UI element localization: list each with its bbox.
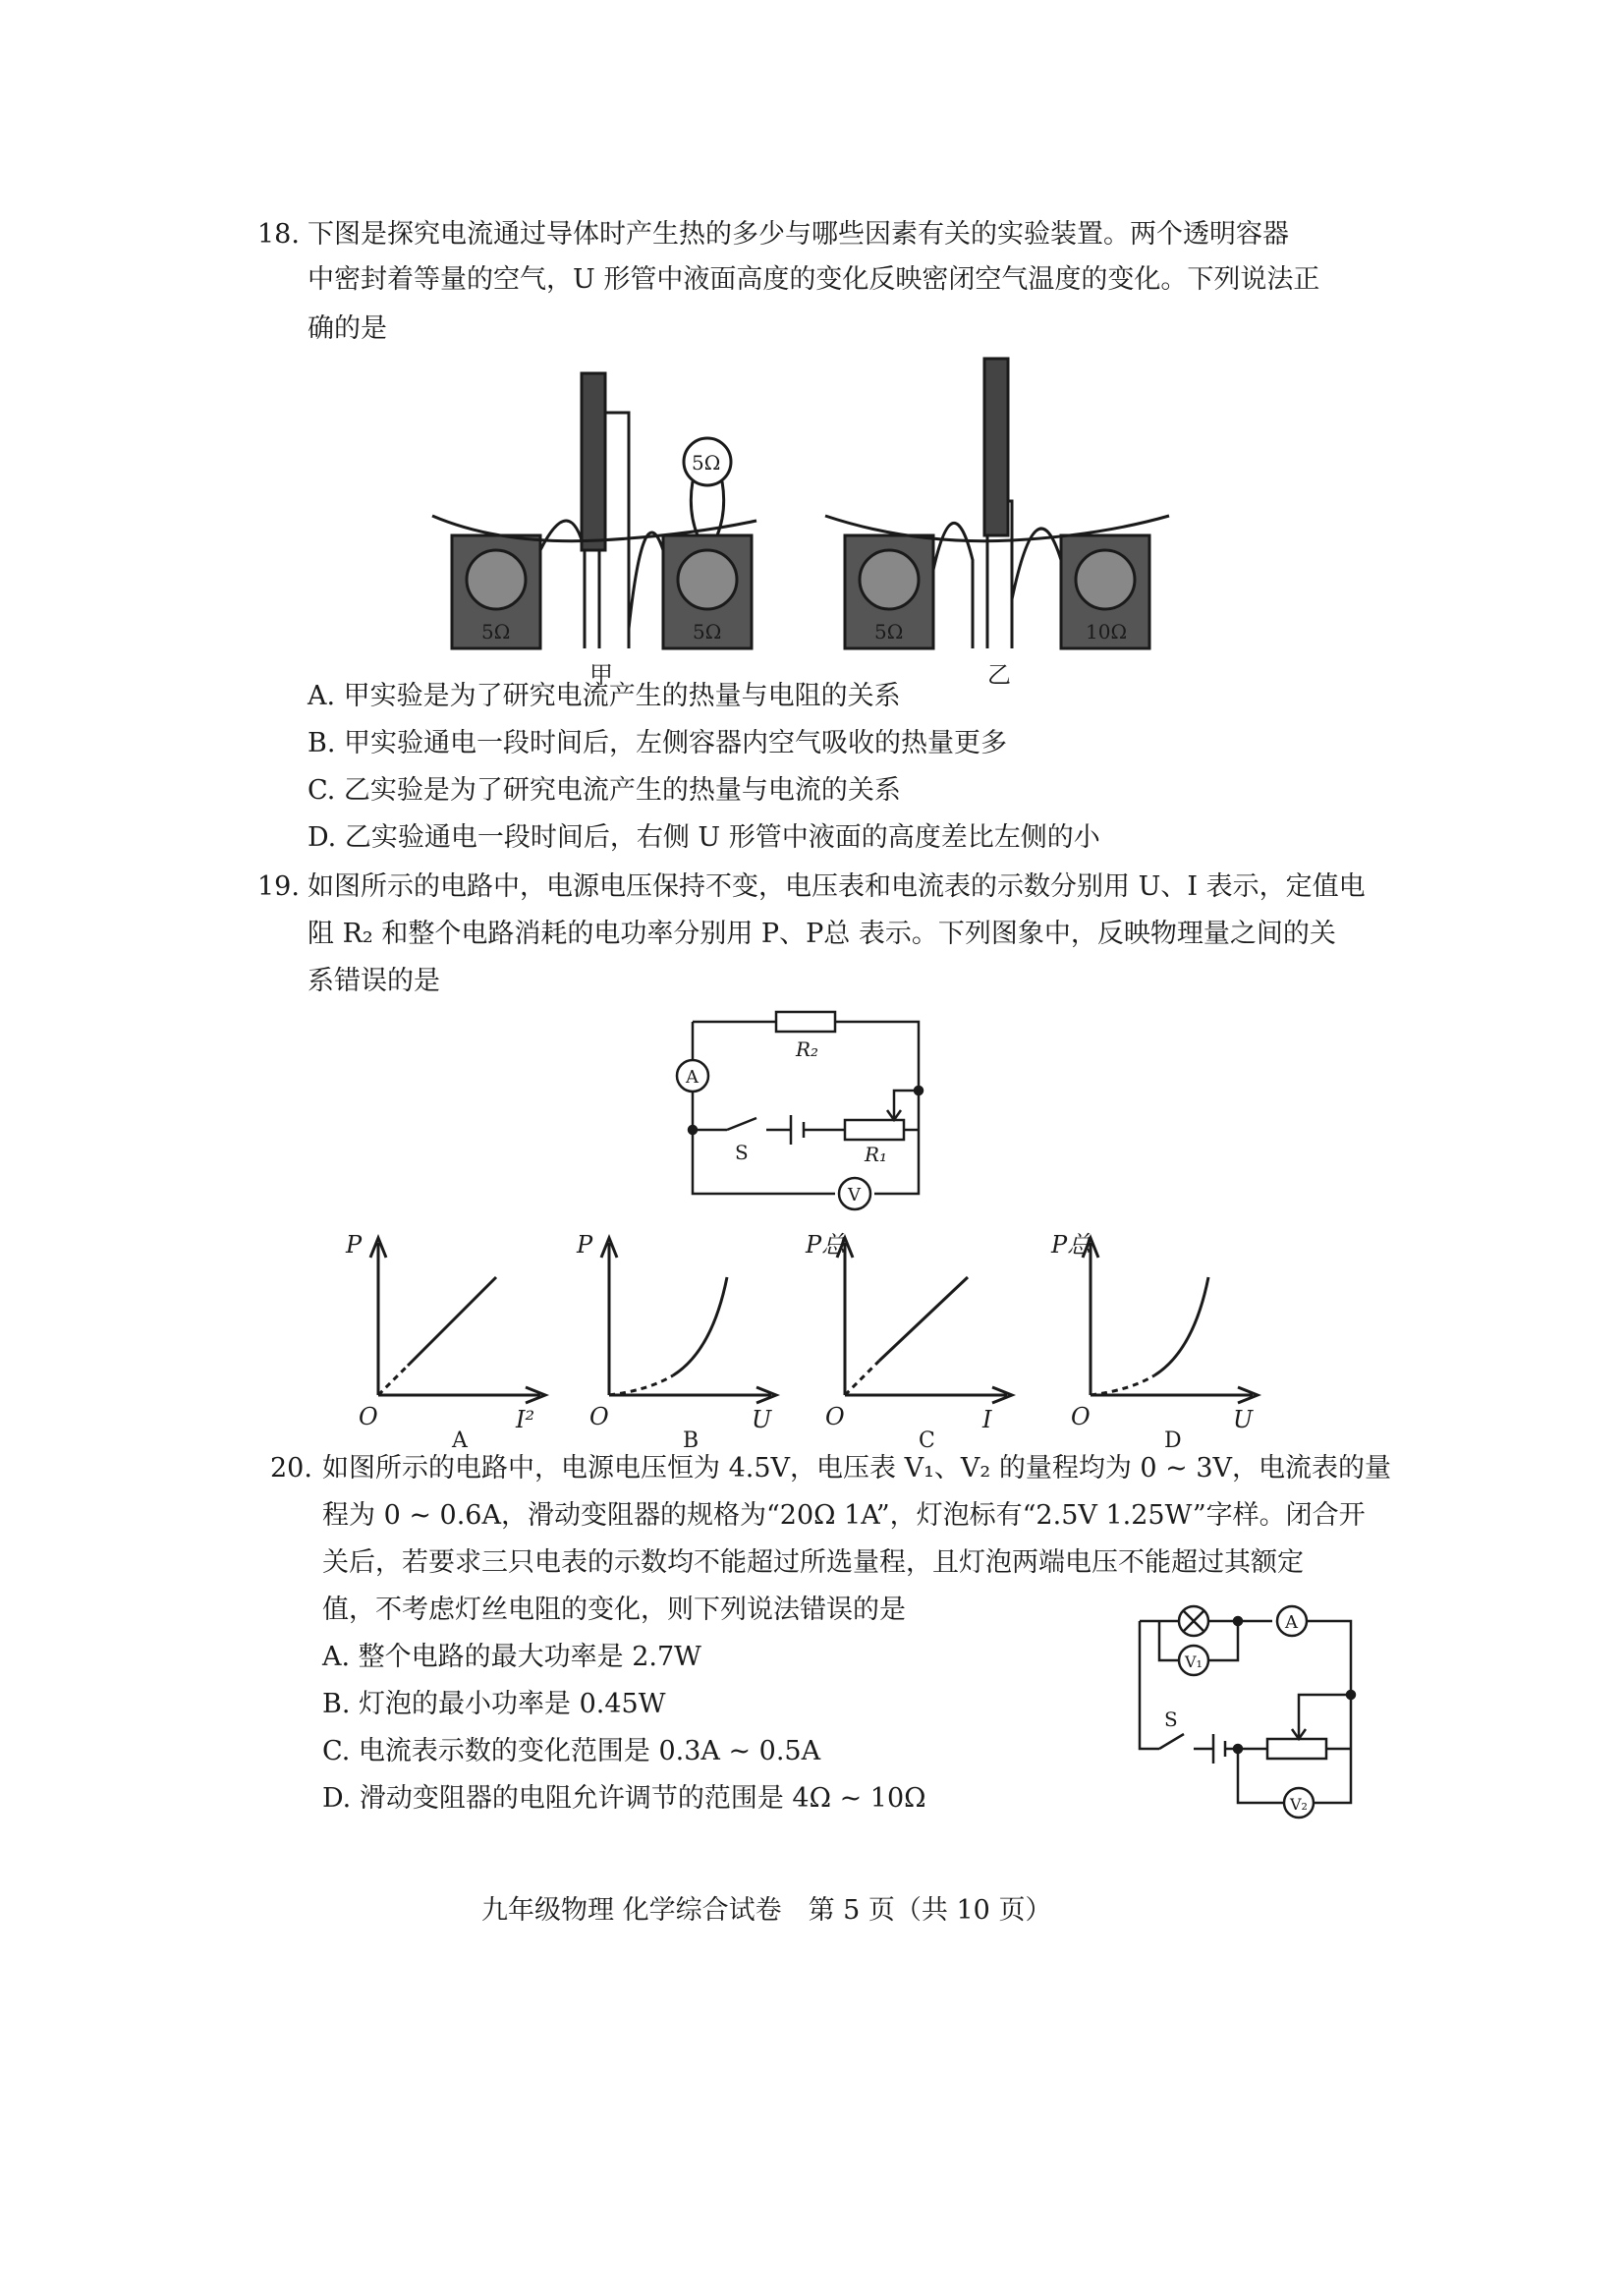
q19-graph-d-origin: O (1071, 1403, 1091, 1430)
q20-switch-label: S (1164, 1708, 1178, 1731)
q20-v1-label: V₁ (1185, 1652, 1203, 1671)
q20-line-4: 值，不考虑灯丝电阻的变化，则下列说法错误的是 (322, 1595, 906, 1625)
q18-r-yi-right: 10Ω (1086, 620, 1128, 644)
q18-label-yi: 乙 (987, 661, 1011, 689)
q19-graph-b (565, 1223, 791, 1449)
q19-r1-label: R₁ (865, 1143, 888, 1166)
q19-graph-d-y: P总 (1051, 1231, 1091, 1259)
q19-graph-c-origin: O (825, 1403, 845, 1430)
q19-graph-d (1046, 1223, 1272, 1449)
q18-outer-resistor: 5Ω (692, 451, 721, 475)
q20-line-3: 关后，若要求三只电表的示数均不能超过所选量程，且灯泡两端电压不能超过其额定 (322, 1547, 1304, 1578)
q19-graph-c-y: P总 (806, 1231, 846, 1259)
q19-graph-d-x: U (1233, 1406, 1254, 1433)
q20-number: 20. (270, 1453, 312, 1484)
q18-option-b: B. 甲实验通电一段时间后，左侧容器内空气吸收的热量更多 (308, 728, 1008, 758)
q20-line-2: 程为 0 ~ 0.6A，滑动变阻器的规格为“20Ω 1A”，灯泡标有“2.5V 1.25W”字样。闭合开 (322, 1500, 1366, 1531)
q20-option-d: D. 滑动变阻器的电阻允许调节的范围是 4Ω ~ 10Ω (322, 1783, 926, 1814)
q19-graph-c-x: I (982, 1406, 992, 1433)
q18-line-3: 确的是 (308, 313, 387, 344)
q18-figure (422, 354, 1189, 698)
q19-graph-c (801, 1223, 1027, 1449)
q19-graph-a-x: I² (516, 1406, 535, 1433)
q19-ammeter-label: A (686, 1067, 699, 1088)
q19-line-2: 阻 R₂ 和整个电路消耗的电功率分别用 P、P总 表示。下列图象中，反映物理量之间的关 (308, 919, 1336, 949)
q20-ammeter-label: A (1285, 1612, 1298, 1633)
q19-graph-b-y: P (577, 1231, 593, 1259)
q20-circuit (1091, 1596, 1366, 1832)
q19-graph-b-x: U (752, 1406, 772, 1433)
q18-line-2: 中密封着等量的空气，U 形管中液面高度的变化反映密闭空气温度的变化。下列说法正 (308, 264, 1320, 295)
q19-number: 19. (257, 871, 300, 902)
q20-line-1: 如图所示的电路中，电源电压恒为 4.5V，电压表 V₁、V₂ 的量程均为 0 ~ 3V，电流表的量 (322, 1453, 1392, 1484)
q19-line-3: 系错误的是 (308, 966, 440, 996)
q19-graph-a-origin: O (359, 1403, 378, 1430)
q20-option-b: B. 灯泡的最小功率是 0.45W (322, 1689, 666, 1719)
q20-option-c: C. 电流表示数的变化范围是 0.3A ~ 0.5A (322, 1736, 821, 1766)
q19-graph-a-y: P (346, 1231, 363, 1259)
q19-graph-a (334, 1223, 560, 1449)
q19-graph-b-origin: O (589, 1403, 609, 1430)
q19-voltmeter-label: V (848, 1185, 861, 1205)
q19-graph-a-letter: A (452, 1428, 468, 1449)
q18-r-jia-left: 5Ω (481, 620, 511, 644)
q18-option-c: C. 乙实验是为了研究电流产生的热量与电流的关系 (308, 775, 901, 806)
q18-option-a: A. 甲实验是为了研究电流产生的热量与电阻的关系 (308, 681, 901, 711)
q20-v2-label: V₂ (1290, 1795, 1308, 1814)
q18-number: 18. (257, 219, 300, 250)
q18-r-yi-left: 5Ω (874, 620, 904, 644)
q18-r-jia-right: 5Ω (693, 620, 722, 644)
q20-option-a: A. 整个电路的最大功率是 2.7W (322, 1642, 701, 1672)
q18-line-1: 下图是探究电流通过导体时产生热的多少与哪些因素有关的实验装置。两个透明容器 (308, 219, 1289, 250)
q19-r2-label: R₂ (796, 1037, 819, 1061)
q19-switch-label: S (735, 1141, 749, 1164)
q19-circuit (658, 1002, 953, 1218)
q19-graph-c-letter: C (919, 1428, 935, 1449)
q18-label-jia: 甲 (589, 661, 613, 689)
q19-line-1: 如图所示的电路中，电源电压保持不变，电压表和电流表的示数分别用 U、I 表示，定值电 (308, 871, 1366, 902)
q18-option-d: D. 乙实验通电一段时间后，右侧 U 形管中液面的高度差比左侧的小 (308, 822, 1100, 853)
q19-graph-d-letter: D (1164, 1428, 1182, 1449)
page-footer: 九年级物理 化学综合试卷 第 5 页（共 10 页） (481, 1895, 1052, 1926)
q19-graph-b-letter: B (683, 1428, 700, 1449)
